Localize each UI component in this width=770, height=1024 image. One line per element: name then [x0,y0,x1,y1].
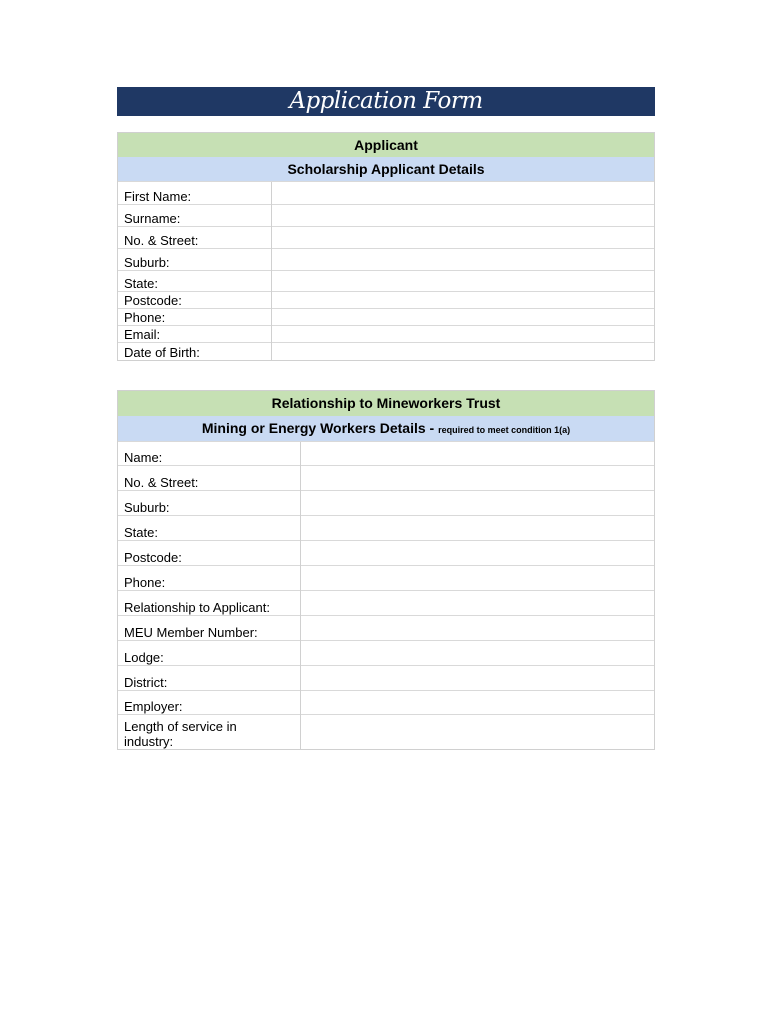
worker-subheader [118,416,654,441]
table-row [118,466,654,491]
worker-phone-field[interactable] [300,566,654,591]
table-row [118,182,654,205]
worker-state-label: State: [118,516,300,541]
table-row [118,326,654,343]
worker-postcode-field[interactable] [300,541,654,566]
worker-postcode-label: Postcode: [118,541,300,566]
applicant-header: Applicant [118,133,654,157]
worker-suburb-field[interactable] [300,491,654,516]
state-label: State: [118,271,271,292]
table-row [118,249,654,271]
dob-label: Date of Birth: [118,343,271,360]
table-row [118,715,654,749]
employer-field[interactable] [300,691,654,715]
applicant-section [117,132,655,361]
table-row [118,641,654,666]
suburb-field[interactable] [271,249,654,271]
table-row [118,343,654,360]
worker-subheader-title: Mining or Energy Workers Details [201,420,426,436]
worker-section [117,390,655,750]
meu-number-label: MEU Member Number: [118,616,300,641]
worker-name-label: Name: [118,442,300,466]
table-row [118,691,654,715]
worker-fields-table [118,441,654,749]
worker-street-field[interactable] [300,466,654,491]
relationship-field[interactable] [300,591,654,616]
table-row [118,616,654,641]
worker-phone-label: Phone: [118,566,300,591]
table-row [118,309,654,326]
worker-suburb-label: Suburb: [118,491,300,516]
email-label: Email: [118,326,271,343]
worker-state-field[interactable] [300,516,654,541]
table-row [118,442,654,466]
phone-field[interactable] [271,309,654,326]
lodge-field[interactable] [300,641,654,666]
surname-label: Surname: [118,205,271,227]
postcode-label: Postcode: [118,292,271,309]
lodge-label: Lodge: [118,641,300,666]
district-field[interactable] [300,666,654,691]
worker-header: Relationship to Mineworkers Trust [118,391,654,416]
dob-field[interactable] [271,343,654,360]
first-name-label: First Name: [118,182,271,205]
table-row [118,271,654,292]
applicant-subheader: Scholarship Applicant Details [118,157,654,181]
worker-name-field[interactable] [300,442,654,466]
surname-field[interactable] [271,205,654,227]
table-row [118,566,654,591]
worker-subheader-separator: - [425,420,439,436]
table-row [118,292,654,309]
district-label: District: [118,666,300,691]
meu-number-field[interactable] [300,616,654,641]
employer-label: Employer: [118,691,300,715]
table-row [118,516,654,541]
table-row [118,205,654,227]
length-of-service-field[interactable] [300,715,654,749]
table-row [118,491,654,516]
worker-subheader-note: required to meet condition 1(a) [438,425,571,435]
worker-street-label: No. & Street: [118,466,300,491]
first-name-field[interactable] [271,182,654,205]
table-row [118,541,654,566]
state-field[interactable] [271,271,654,292]
applicant-fields-table [118,181,654,360]
table-row [118,666,654,691]
suburb-label: Suburb: [118,249,271,271]
table-row [118,227,654,249]
relationship-label: Relationship to Applicant: [118,591,300,616]
email-field[interactable] [271,326,654,343]
postcode-field[interactable] [271,292,654,309]
street-field[interactable] [271,227,654,249]
table-row [118,591,654,616]
phone-label: Phone: [118,309,271,326]
street-label: No. & Street: [118,227,271,249]
length-of-service-label: Length of service in industry: [118,715,300,749]
form-title: Application Form [117,87,655,116]
